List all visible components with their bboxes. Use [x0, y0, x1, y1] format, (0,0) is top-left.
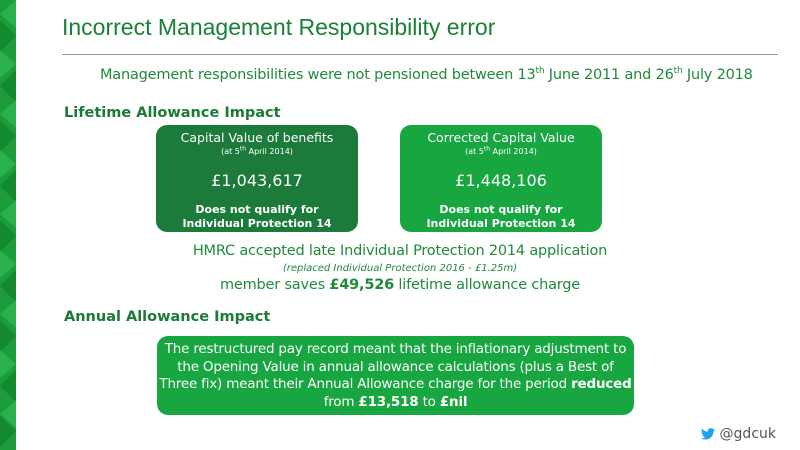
annual-allowance-box: The restructured pay record meant that the inflationary adjustment to the Opening Value in annual allowance calculations (plus a Best of Three fix) meant their Annual Allowance charge for the period reduced from £13,518 to £nil — [157, 336, 634, 415]
twitter-handle[interactable] — [701, 426, 776, 442]
slide-title: Incorrect Management Responsibility error — [62, 14, 496, 40]
annual-allowance-heading: Annual Allowance Impact — [64, 309, 271, 325]
member-savings-text: member saves £49,526 lifetime allowance charge — [219, 277, 581, 293]
box-note: Does not qualify for Individual Protection 14 — [182, 203, 332, 230]
slide-subtitle: Management responsibilities were not pensioned between 13th June 2011 and 26th July 2018 — [100, 66, 753, 83]
corrected-capital-value-box — [400, 125, 602, 232]
box-date: (at 5th April 2014) — [221, 145, 293, 156]
box-title: Capital Value of benefits — [180, 130, 334, 145]
box-amount: £1,043,617 — [211, 171, 303, 190]
box-note: Does not qualify for Individual Protection 14 — [426, 203, 576, 230]
capital-value-box — [156, 125, 358, 232]
hmrc-replaced-note: (replaced Individual Protection 2016 - £1.25m) — [282, 263, 518, 274]
title-divider — [62, 54, 778, 55]
lifetime-allowance-heading: Lifetime Allowance Impact — [64, 105, 281, 121]
box-amount: £1,448,106 — [455, 171, 547, 190]
twitter-bird-icon — [701, 428, 715, 440]
decorative-side-strip — [0, 0, 16, 450]
box-title: Corrected Capital Value — [427, 130, 575, 145]
twitter-handle-label: @gdcuk — [719, 426, 776, 442]
hmrc-accepted-text: HMRC accepted late Individual Protection 2014 application — [192, 243, 608, 259]
box-date: (at 5th April 2014) — [465, 145, 537, 156]
